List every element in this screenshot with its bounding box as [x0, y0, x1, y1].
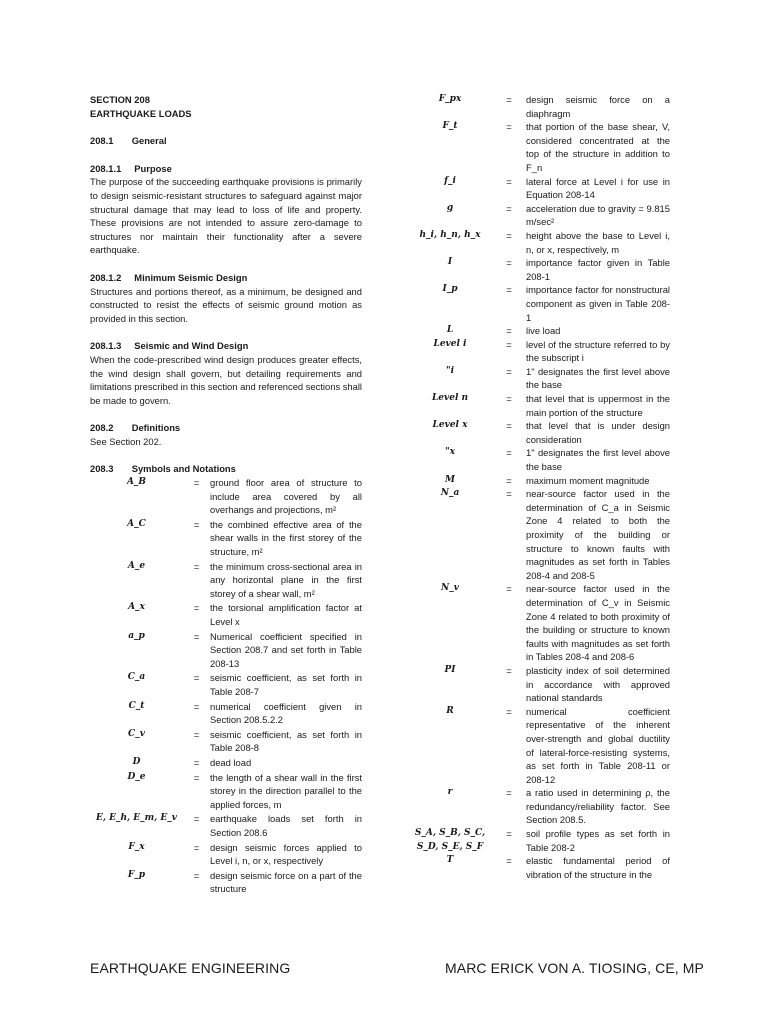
symbol-term: A_e [127, 560, 146, 571]
symbol-row [408, 705, 670, 787]
symbol-row [408, 827, 670, 854]
symbol-row [408, 474, 670, 488]
symbol-term: Level i [433, 338, 467, 349]
symbol-definition: Numerical coefficient specified in Section 208.7 and set forth in Table 208-13 [210, 630, 362, 669]
symbol-row [90, 841, 362, 868]
symbol-definition: numerical coefficient representative of the inherent over-strength and global ductility of lateral-force-resisting systems, as set forth in Table 208-11 or 208-12 [526, 705, 670, 785]
symbol-term: "x [444, 447, 456, 458]
symbol-definition: ground floor area of structure to include area covered by all overhangs and projections, m² [210, 477, 362, 516]
symbol-term: D [132, 756, 141, 767]
symbol-definition: 1" designates the first level above the base [526, 447, 670, 473]
symbol-definition: lateral force at Level i for use in Equation 208-14 [526, 175, 670, 201]
symbol-row [408, 175, 670, 202]
symbol-definition: design seismic force on a part of the structure [210, 869, 362, 895]
symbol-definition: near-source factor used in the determination of C_v in Seismic Zone 4 related to both proximity of the building or structure to known faults with magnitudes as set forth in Tables 208-4 and 208-6 [526, 583, 670, 663]
symbol-definition: level of the structure referred to by the subscript i [526, 338, 670, 364]
symbol-term: A_x [128, 602, 145, 613]
symbol-term: PI [444, 664, 456, 675]
equals-sign: = [506, 420, 512, 432]
equals-sign: = [193, 841, 200, 853]
symbol-row [408, 419, 670, 446]
symbol-term: Level x [432, 420, 468, 431]
symbol-term: C_v [128, 728, 145, 739]
footer-left: EARTHQUAKE ENGINEERING [90, 960, 291, 976]
symbol-definition: numerical coefficient given in Section 208.5.2.2 [210, 700, 362, 726]
wind-design-paragraph: When the code-prescribed wind design produces greater effects, the wind design shall govern, but detailing requirements and limitations prescribed in this section and referenced sections shall be made to govern. [90, 353, 363, 406]
left-column [90, 93, 362, 897]
equals-sign: = [193, 602, 200, 614]
minimum-design-paragraph: Structures and portions thereof, as a minimum, be designed and constructed to resist the effects of seismic ground motion as provided in this section. [90, 285, 362, 324]
symbol-row [90, 728, 362, 755]
symbol-row [408, 202, 670, 229]
equals-sign: = [193, 756, 200, 768]
symbol-row [90, 476, 362, 517]
symbol-row [90, 518, 362, 559]
symbol-row [90, 869, 362, 896]
equals-sign: = [506, 257, 512, 269]
symbol-term: A_B [126, 477, 147, 488]
equals-sign: = [193, 771, 200, 783]
minimum-design-heading: 208.1.2 Minimum Seismic Design [90, 271, 248, 283]
symbol-term: S_A, S_B, S_C, S_D, S_E, S_F [414, 828, 486, 852]
equals-sign: = [506, 488, 512, 500]
symbol-term: F_px [438, 94, 462, 104]
equals-sign: = [506, 664, 512, 676]
symbol-term: M [445, 474, 455, 485]
symbol-definition: seismic coefficient, as set forth in Table 208-8 [210, 728, 362, 754]
equals-sign: = [193, 518, 200, 530]
symbol-definition: elastic fundamental period of vibration of the structure in the [526, 855, 670, 880]
definitions-heading: 208.2 Definitions [90, 422, 181, 434]
symbol-term: R [446, 705, 454, 716]
symbol-definition: the combined effective area of the shear walls in the first storey of the structure, m² [210, 518, 362, 558]
symbol-term: h_i, h_n, h_x [419, 229, 481, 240]
symbol-definition: a ratio used in determining ρ, the redundancy/reliability factor. See Section 208.5. [526, 787, 670, 826]
right-column [408, 93, 670, 881]
equals-sign: = [506, 229, 512, 241]
equals-sign: = [193, 869, 200, 881]
purpose-heading: 208.1.1 Purpose [90, 162, 172, 174]
equals-sign: = [193, 477, 200, 489]
symbol-definition: near-source factor used in the determination of C_a in Seismic Zone 4 related to both the proximity of the building or structure to known faults with magnitudes as set forth in Tables 208-4 and 208-5 [526, 488, 670, 581]
equals-sign: = [506, 447, 512, 459]
symbol-definition: soil profile types as set forth in Table 208-2 [526, 828, 670, 853]
equals-sign: = [506, 325, 512, 337]
equals-sign: = [193, 560, 200, 572]
equals-sign: = [506, 365, 512, 377]
symbol-row [90, 756, 362, 770]
symbol-definition: maximum moment magnitude [526, 474, 650, 486]
symbol-definition: the torsional amplification factor at Level x [210, 602, 362, 627]
equals-sign: = [506, 121, 512, 133]
symbol-row [408, 324, 670, 338]
symbol-term: a_p [128, 630, 145, 641]
section-title: SECTION 208 [90, 94, 150, 105]
general-heading: 208.1 General [90, 135, 167, 147]
equals-sign: = [506, 474, 512, 486]
equals-sign: = [506, 284, 512, 296]
symbol-term: I_p [442, 284, 458, 295]
symbol-row [408, 93, 670, 120]
symbol-row [408, 487, 670, 582]
symbol-row [90, 700, 362, 727]
symbol-term: C_a [127, 672, 146, 683]
symbol-term: T [446, 855, 454, 866]
symbol-term: D_e [127, 771, 146, 782]
symbol-term: I [447, 257, 453, 268]
equals-sign: = [506, 202, 512, 214]
symbol-definition: plasticity index of soil determined in accordance with approved national standards [526, 664, 670, 704]
wind-design-heading: 208.1.3 Seismic and Wind Design [90, 340, 249, 352]
symbols-heading: 208.3 Symbols and Notations [90, 463, 236, 475]
symbol-row [408, 365, 670, 392]
symbol-definition: importance factor given in Table 208-1 [526, 257, 670, 282]
symbol-term: g [446, 202, 454, 213]
symbol-definition: the minimum cross-sectional area in any horizontal plane in the first storey of a shear wall, m² [210, 560, 362, 599]
equals-sign: = [506, 705, 512, 717]
symbol-row [408, 120, 670, 174]
symbol-definition: earthquake loads set forth in Section 208.6 [210, 813, 362, 838]
symbol-row [408, 582, 670, 664]
symbol-row [90, 630, 362, 671]
symbol-term: f_i [444, 175, 456, 186]
right-symbols-list [408, 93, 670, 881]
equals-sign: = [506, 855, 512, 867]
equals-sign: = [506, 338, 512, 350]
equals-sign: = [193, 813, 200, 825]
definitions-text: See Section 202. [90, 435, 162, 447]
symbol-definition: height above the base to Level i, n, or x, respectively, m [526, 229, 670, 255]
symbol-row [408, 786, 670, 827]
symbol-definition: that portion of the base shear, V, considered concentrated at the top of the structure in addition to F_n [526, 121, 670, 173]
equals-sign: = [193, 728, 200, 740]
symbol-row [408, 256, 670, 283]
symbol-term: Level n [431, 393, 469, 404]
equals-sign: = [506, 787, 512, 799]
symbol-term: N_v [441, 583, 459, 594]
symbol-term: F_t [442, 121, 458, 132]
equals-sign: = [506, 94, 512, 105]
symbol-term: F_p [127, 869, 146, 880]
section-subtitle: EARTHQUAKE LOADS [90, 107, 192, 119]
symbol-term: N_a [440, 488, 460, 499]
equals-sign: = [193, 630, 200, 642]
symbol-definition: seismic coefficient, as set forth in Table 208-7 [210, 672, 362, 697]
symbol-definition: that level that is under design consideration [526, 420, 670, 445]
symbol-term: F_x [128, 841, 145, 852]
equals-sign: = [506, 828, 512, 840]
symbol-term: A_C [127, 518, 146, 529]
symbol-term: "i [445, 365, 455, 376]
equals-sign: = [193, 700, 200, 712]
symbol-row [90, 771, 362, 812]
symbol-term: r [447, 787, 453, 798]
symbol-definition: design seismic force on a diaphragm [526, 94, 670, 119]
symbol-definition: acceleration due to gravity = 9.815 m/sec² [526, 202, 670, 228]
footer-right: MARC ERICK VON A. TIOSING, CE, MP [445, 960, 704, 976]
symbol-definition: that level that is uppermost in the main portion of the structure [526, 393, 670, 418]
symbol-row [408, 446, 670, 473]
equals-sign: = [506, 175, 512, 187]
symbol-row [90, 812, 362, 839]
purpose-paragraph: The purpose of the succeeding earthquake provisions is primarily to design seismic-resistant structures to safeguard against major structural damage that may lead to loss of life and property. These provisions are not intended to assure zero-damage to structures nor maintain their functionality after a severe earthquake. [90, 176, 362, 256]
symbol-row [90, 601, 362, 628]
symbol-term: L [446, 325, 454, 336]
left-symbols-list [90, 476, 362, 896]
symbol-definition: dead load [210, 756, 252, 768]
symbol-row [408, 392, 670, 419]
symbol-term: E, E_h, E_m, E_v [95, 813, 178, 824]
symbol-row [408, 854, 670, 881]
equals-sign: = [506, 393, 512, 405]
symbol-definition: design seismic forces applied to Level i, n, or x, respectively [210, 841, 362, 867]
symbol-row [408, 664, 670, 705]
symbol-definition: importance factor for nonstructural component as given in Table 208-1 [526, 284, 670, 323]
equals-sign: = [506, 583, 512, 595]
symbol-definition: live load [526, 325, 561, 337]
symbol-term: C_t [128, 700, 145, 711]
symbol-row [408, 229, 670, 256]
symbol-row [90, 671, 362, 698]
symbol-definition: 1" designates the first level above the base [526, 365, 670, 391]
symbol-row [408, 283, 670, 324]
symbol-definition: the length of a shear wall in the first storey in the direction parallel to the applied forces, m [210, 771, 362, 810]
symbol-row [90, 560, 362, 601]
equals-sign: = [193, 672, 200, 684]
symbol-row [408, 338, 670, 365]
